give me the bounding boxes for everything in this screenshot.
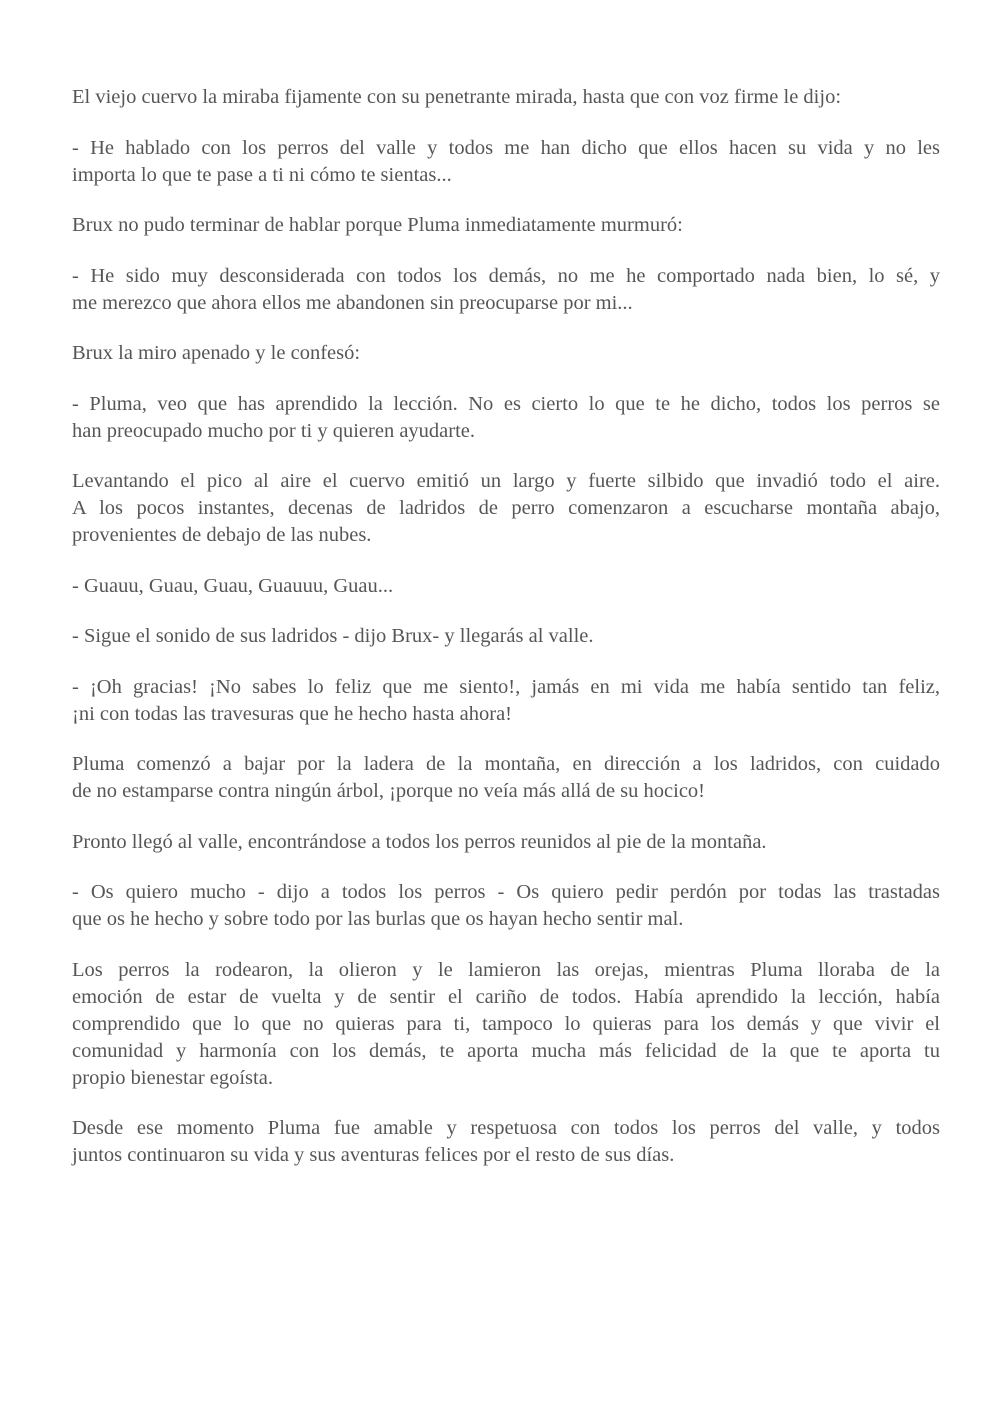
text-line: - He hablado con los perros del valle y todos me han dicho que ellos hacen su vida y no les <box>72 136 940 159</box>
text-line: Brux no pudo terminar de hablar porque Pluma inmediatamente murmuró: <box>72 214 683 236</box>
text-line: - Sigue el sonido de sus ladridos - dijo Brux- y llegarás al valle. <box>72 625 594 647</box>
paragraph-3 <box>72 212 940 239</box>
text-line: importa lo que te pase a ti ni cómo te sientas... <box>72 163 452 186</box>
paragraph-4 <box>72 263 940 317</box>
paragraph-1 <box>72 84 940 111</box>
paragraph-12 <box>72 829 940 856</box>
text-line: que os he hecho y sobre todo por las burlas que os hayan hecho sentir mal. <box>72 908 684 930</box>
text-line: comunidad y harmonía con los demás, te aporta mucha más felicidad de la que te aporta tu <box>72 1039 940 1062</box>
text-line: emoción de estar de vuelta y de sentir el cariño de todos. Había aprendido la lección, había <box>72 985 940 1008</box>
document-page <box>72 84 940 1193</box>
paragraph-6 <box>72 391 940 445</box>
text-line: Pronto llegó al valle, encontrándose a todos los perros reunidos al pie de la montaña. <box>72 830 767 853</box>
text-line: Desde ese momento Pluma fue amable y respetuosa con todos los perros del valle, y todos <box>72 1117 940 1139</box>
paragraph-5 <box>72 340 940 367</box>
text-line: Pluma comenzó a bajar por la ladera de la montaña, en dirección a los ladridos, con cuidado <box>72 753 940 775</box>
text-line: propio bienestar egoísta. <box>72 1066 273 1089</box>
text-line: - Os quiero mucho - dijo a todos los perros - Os quiero pedir perdón por todas las trastadas <box>72 881 940 903</box>
text-line: Levantando el pico al aire el cuervo emitió un largo y fuerte silbido que invadió todo el aire. <box>72 470 940 492</box>
paragraph-11 <box>72 751 940 805</box>
text-line: A los pocos instantes, decenas de ladridos de perro comenzaron a escucharse montaña abajo, <box>72 497 940 519</box>
text-line: juntos continuaron su vida y sus aventuras felices por el resto de sus días. <box>72 1144 675 1166</box>
text-line: - ¡Oh gracias! ¡No sabes lo feliz que me siento!, jamás en mi vida me había sentido tan feliz, <box>72 675 940 698</box>
paragraph-9 <box>72 623 940 650</box>
text-line: provenientes de debajo de las nubes. <box>72 524 372 546</box>
text-line: Los perros la rodearon, la olieron y le lamieron las orejas, mientras Pluma lloraba de la <box>72 958 940 981</box>
paragraph-8 <box>72 573 940 600</box>
text-line: comprendido que lo que no quieras para ti, tampoco lo quieras para los demás y que vivir el <box>72 1012 940 1035</box>
text-line: - He sido muy desconsiderada con todos los demás, no me he comportado nada bien, lo sé, y <box>72 264 940 287</box>
paragraph-2 <box>72 135 940 189</box>
text-line: han preocupado mucho por ti y quieren ayudarte. <box>72 419 476 442</box>
text-line: - Pluma, veo que has aprendido la lección. No es cierto lo que te he dicho, todos los perros se <box>72 392 940 415</box>
text-line: me merezco que ahora ellos me abandonen sin preocuparse por mi... <box>72 291 633 314</box>
text-line: - Guauu, Guau, Guau, Guauuu, Guau... <box>72 574 394 597</box>
paragraph-14 <box>72 957 940 1092</box>
text-line: Brux la miro apenado y le confesó: <box>72 342 361 364</box>
paragraph-10 <box>72 674 940 728</box>
paragraph-13 <box>72 879 940 933</box>
text-line: ¡ni con todas las travesuras que he hecho hasta ahora! <box>72 702 513 725</box>
text-line: El viejo cuervo la miraba fijamente con su penetrante mirada, hasta que con voz firme le dijo: <box>72 86 842 108</box>
text-line: de no estamparse contra ningún árbol, ¡porque no veía más allá de su hocico! <box>72 780 706 802</box>
paragraph-7 <box>72 468 940 549</box>
paragraph-15 <box>72 1115 940 1169</box>
